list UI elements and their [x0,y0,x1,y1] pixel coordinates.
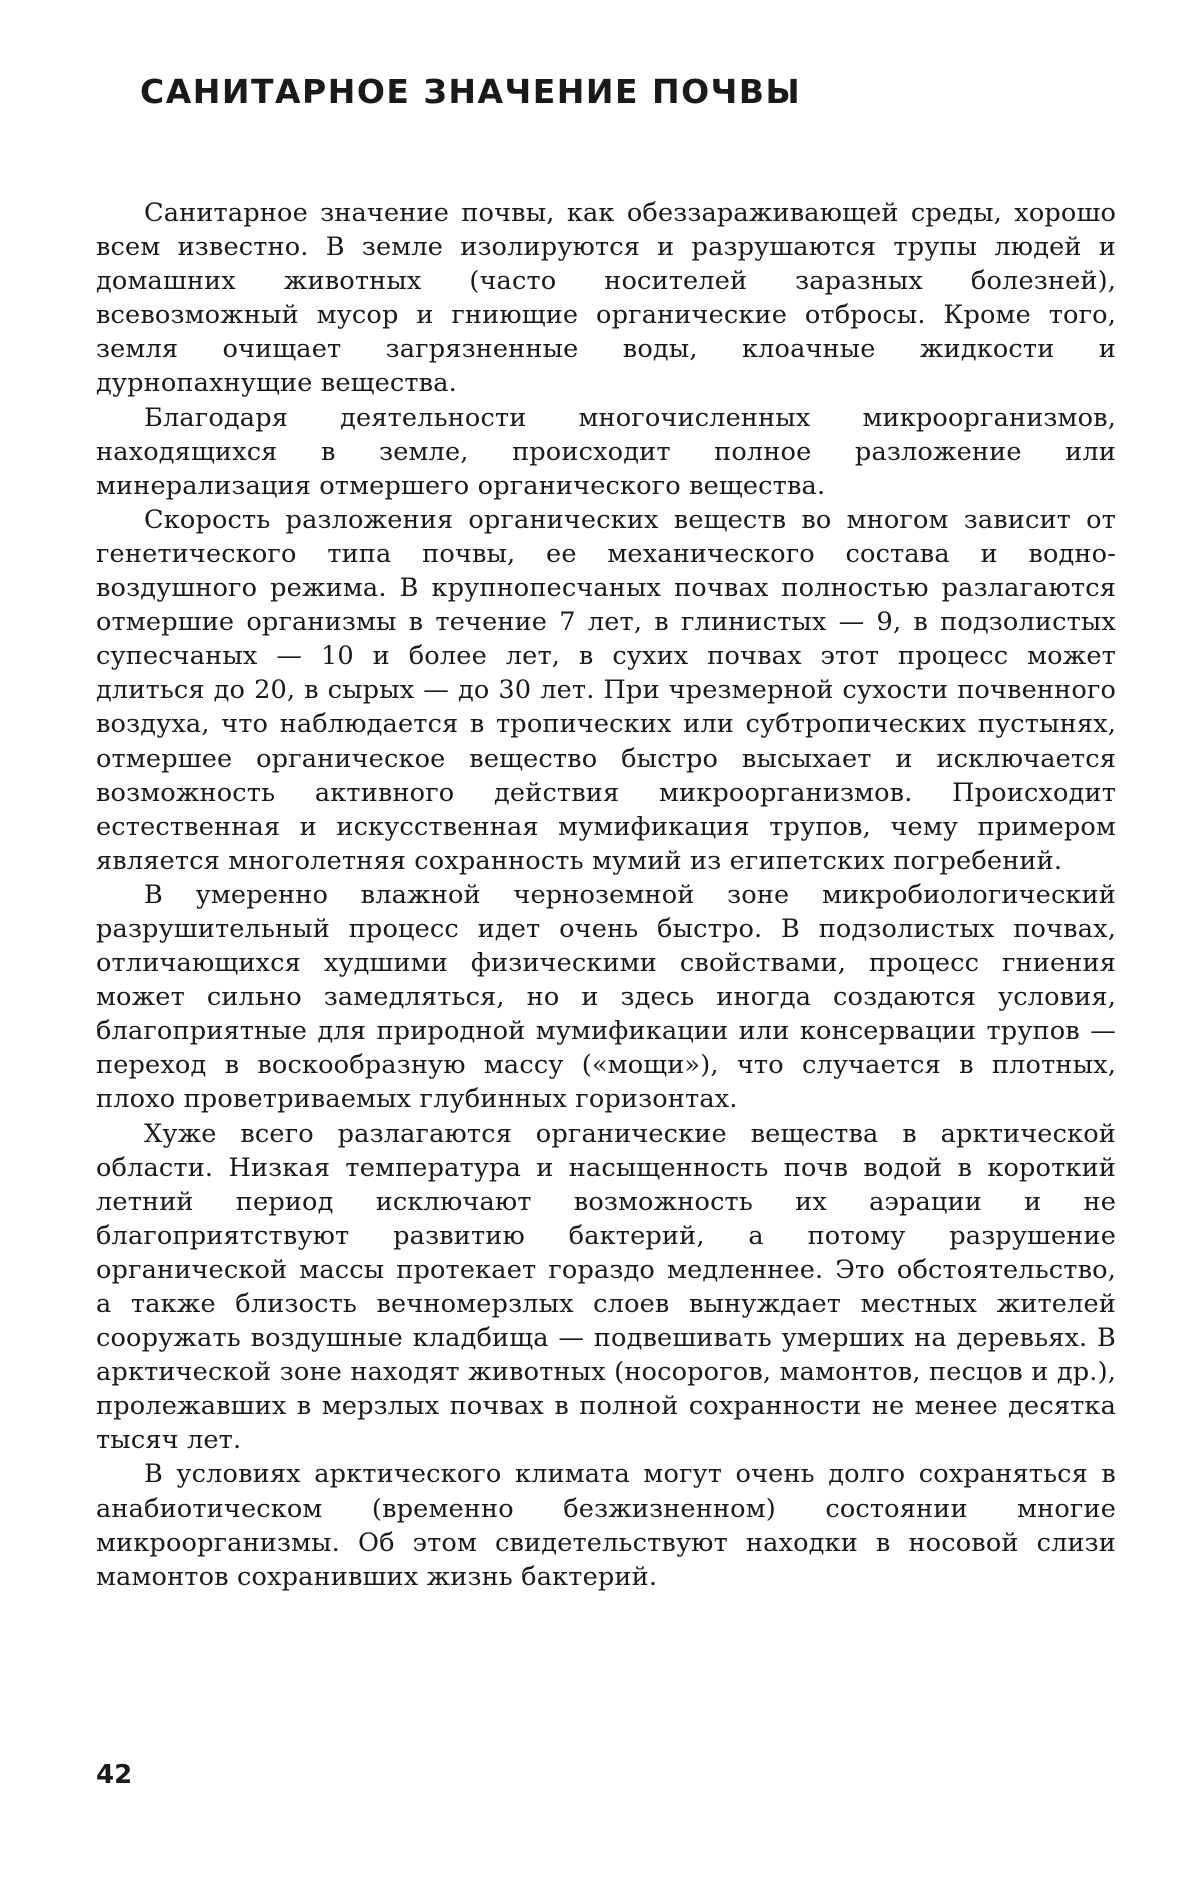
paragraph: В условиях арктического климата могут очень долго сохраняться в анабиотическом (временно безжизненном) состоянии многие микроорганизмы. Об этом свидетельствуют находки в носовой слизи мамонтов сохранивших жизнь бактерий. [96,1459,1116,1592]
paragraph: Благодаря деятельности многочисленных микроорганизмов, находящихся в земле, происходит полное разложение или минерализация отмершего органического вещества. [96,402,1116,501]
body-text [96,196,1116,1594]
page-number: 42 [96,1760,133,1790]
book-page [96,60,1116,1840]
paragraph: Хуже всего разлагаются органические вещества в арктической области. Низкая температура и насыщенность почв водой в короткий летний период исключают возможность их аэрации и не благоприятствуют развитию бактерий, а потому разрушение органической массы протекает гораздо медленнее. Это обстоятельство, а также близость вечномерзлых слоев вынуждает местных жителей сооружать воздушные кладбища — подвешивать умерших на деревьях. В арктической зоне находят животных (носорогов, мамонтов, песцов и др.), пролежавших в мерзлых почвах в полной сохранности не менее десятка тысяч лет. [96,1118,1116,1456]
paragraph: В умеренно влажной черноземной зоне микробиологический разрушительный процесс идет очень быстро. В подзолистых почвах, отличающихся худшими физическими свойствами, процесс гниения может сильно замедляться, но и здесь иногда создаются условия, благоприятные для природной мумификации или консервации трупов — переход в воскообразную массу («мощи»), что случается в плотных, плохо проветриваемых глубинных горизонтах. [96,879,1116,1115]
paragraph: Санитарное значение почвы, как обеззараживающей среды, хорошо всем известно. В земле изолируются и разрушаются трупы людей и домашних животных (часто носителей заразных болезней), всевозможный мусор и гниющие органические отбросы. Кроме того, земля очищает загрязненные воды, клоачные жидкости и дурнопахнущие вещества. [96,198,1116,399]
page-title: САНИТАРНОЕ ЗНАЧЕНИЕ ПОЧВЫ [140,72,802,111]
paragraph: Скорость разложения органических веществ во многом зависит от генетического типа почвы, ее механического состава и водно-воздушного режима. В крупнопесчаных почвах полностью разлагаются отмершие организмы в течение 7 лет, в глинистых — 9, в подзолистых супесчаных — 10 и более лет, в сухих почвах этот процесс может длиться до 20, в сырых — до 30 лет. При чрезмерной сухости почвенного воздуха, что наблюдается в тропических или субтропических пустынях, отмершее органическое вещество быстро высыхает и исключается возможность активного действия микроорганизмов. Происходит естественная и искусственная мумификация трупов, чему примером является многолетняя сохранность мумий из египетских погребений. [96,504,1116,876]
